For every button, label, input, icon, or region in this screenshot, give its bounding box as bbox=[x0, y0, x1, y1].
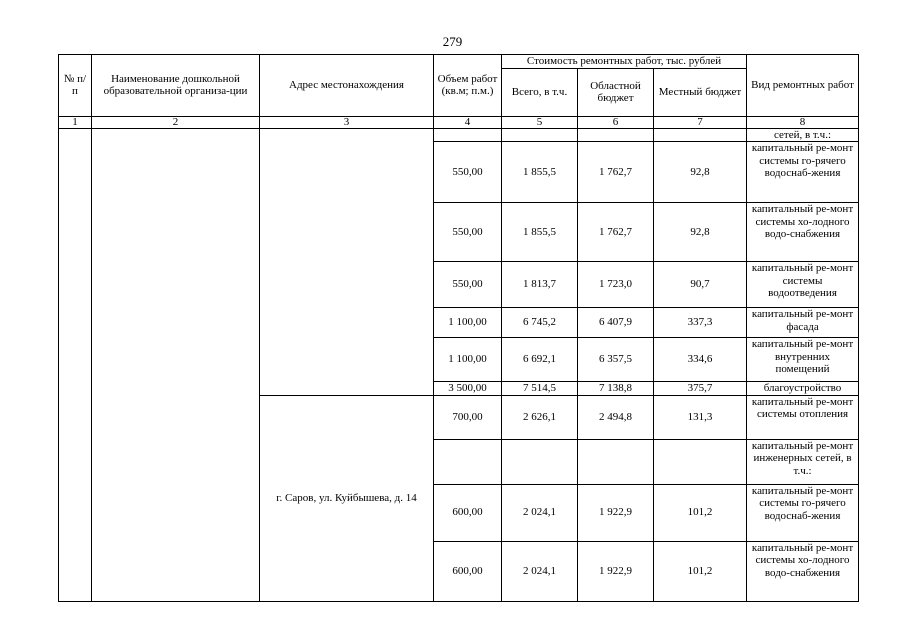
work-type-cell: благоустройство bbox=[747, 382, 859, 396]
column-number: 5 bbox=[502, 116, 578, 128]
work-type-cell: капитальный ре-монт системы го-рячего водоснаб-жения bbox=[747, 142, 859, 203]
column-number: 8 bbox=[747, 116, 859, 128]
local-cell: 101,2 bbox=[654, 484, 747, 541]
regional-cell bbox=[578, 439, 654, 484]
header-row-1 bbox=[59, 55, 859, 69]
column-number: 7 bbox=[654, 116, 747, 128]
page-number: 279 bbox=[442, 34, 463, 49]
table-row bbox=[59, 128, 859, 142]
work-type-cell: капитальный ре-монт внутренних помещений bbox=[747, 338, 859, 382]
regional-cell: 7 138,8 bbox=[578, 382, 654, 396]
header-num: № п/п bbox=[59, 55, 92, 117]
column-number: 2 bbox=[92, 116, 260, 128]
total-cell bbox=[502, 439, 578, 484]
total-cell bbox=[502, 128, 578, 142]
address-cell-1 bbox=[260, 128, 434, 395]
volume-cell bbox=[434, 439, 502, 484]
total-cell: 2 024,1 bbox=[502, 541, 578, 601]
volume-cell: 600,00 bbox=[434, 541, 502, 601]
total-cell: 6 692,1 bbox=[502, 338, 578, 382]
column-number: 6 bbox=[578, 116, 654, 128]
regional-cell: 6 407,9 bbox=[578, 308, 654, 338]
total-cell: 1 855,5 bbox=[502, 142, 578, 203]
regional-cell: 2 494,8 bbox=[578, 395, 654, 439]
local-cell: 375,7 bbox=[654, 382, 747, 396]
volume-cell: 1 100,00 bbox=[434, 308, 502, 338]
org-name-cell bbox=[92, 128, 260, 601]
header-total: Всего, в т.ч. bbox=[502, 68, 578, 116]
work-type-cell: капитальный ре-монт системы хо-лодного водо-снабжения bbox=[747, 203, 859, 262]
header-work-type: Вид ремонтных работ bbox=[747, 55, 859, 117]
volume-cell: 550,00 bbox=[434, 262, 502, 308]
header-volume: Объем работ (кв.м; п.м.) bbox=[434, 55, 502, 117]
regional-cell: 1 762,7 bbox=[578, 142, 654, 203]
local-cell: 92,8 bbox=[654, 203, 747, 262]
work-type-cell: капитальный ре-монт системы водоотведения bbox=[747, 262, 859, 308]
volume-cell: 550,00 bbox=[434, 203, 502, 262]
column-number: 3 bbox=[260, 116, 434, 128]
volume-cell: 600,00 bbox=[434, 484, 502, 541]
local-cell: 337,3 bbox=[654, 308, 747, 338]
local-cell: 131,3 bbox=[654, 395, 747, 439]
volume-cell: 700,00 bbox=[434, 395, 502, 439]
regional-cell: 1 922,9 bbox=[578, 484, 654, 541]
column-numbers-row bbox=[59, 116, 859, 128]
work-type-cell: сетей, в т.ч.: bbox=[747, 128, 859, 142]
local-cell: 334,6 bbox=[654, 338, 747, 382]
total-cell: 2 024,1 bbox=[502, 484, 578, 541]
work-type-cell: капитальный ре-монт фасада bbox=[747, 308, 859, 338]
address-cell-2: г. Саров, ул. Куйбышева, д. 14 bbox=[260, 395, 434, 601]
local-cell: 92,8 bbox=[654, 142, 747, 203]
regional-cell: 1 723,0 bbox=[578, 262, 654, 308]
local-cell: 90,7 bbox=[654, 262, 747, 308]
header-local: Местный бюджет bbox=[654, 68, 747, 116]
local-cell: 101,2 bbox=[654, 541, 747, 601]
local-cell bbox=[654, 128, 747, 142]
column-number: 1 bbox=[59, 116, 92, 128]
header-cost-group: Стоимость ремонтных работ, тыс. рублей bbox=[502, 55, 747, 69]
column-number: 4 bbox=[434, 116, 502, 128]
total-cell: 1 855,5 bbox=[502, 203, 578, 262]
header-regional: Областной бюджет bbox=[578, 68, 654, 116]
total-cell: 2 626,1 bbox=[502, 395, 578, 439]
volume-cell: 3 500,00 bbox=[434, 382, 502, 396]
work-type-cell: капитальный ре-монт инженерных сетей, в т.ч.: bbox=[747, 439, 859, 484]
total-cell: 6 745,2 bbox=[502, 308, 578, 338]
volume-cell: 1 100,00 bbox=[434, 338, 502, 382]
total-cell: 1 813,7 bbox=[502, 262, 578, 308]
regional-cell: 1 922,9 bbox=[578, 541, 654, 601]
regional-cell: 6 357,5 bbox=[578, 338, 654, 382]
volume-cell bbox=[434, 128, 502, 142]
regional-cell bbox=[578, 128, 654, 142]
row-num-cell bbox=[59, 128, 92, 601]
work-type-cell: капитальный ре-монт системы отопления bbox=[747, 395, 859, 439]
regional-cell: 1 762,7 bbox=[578, 203, 654, 262]
repair-works-table bbox=[58, 54, 859, 602]
volume-cell: 550,00 bbox=[434, 142, 502, 203]
work-type-cell: капитальный ре-монт системы хо-лодного водо-снабжения bbox=[747, 541, 859, 601]
total-cell: 7 514,5 bbox=[502, 382, 578, 396]
header-address: Адрес местонахождения bbox=[260, 55, 434, 117]
header-name: Наименование дошкольной образовательной организа-ции bbox=[92, 55, 260, 117]
work-type-cell: капитальный ре-монт системы го-рячего водоснаб-жения bbox=[747, 484, 859, 541]
local-cell bbox=[654, 439, 747, 484]
